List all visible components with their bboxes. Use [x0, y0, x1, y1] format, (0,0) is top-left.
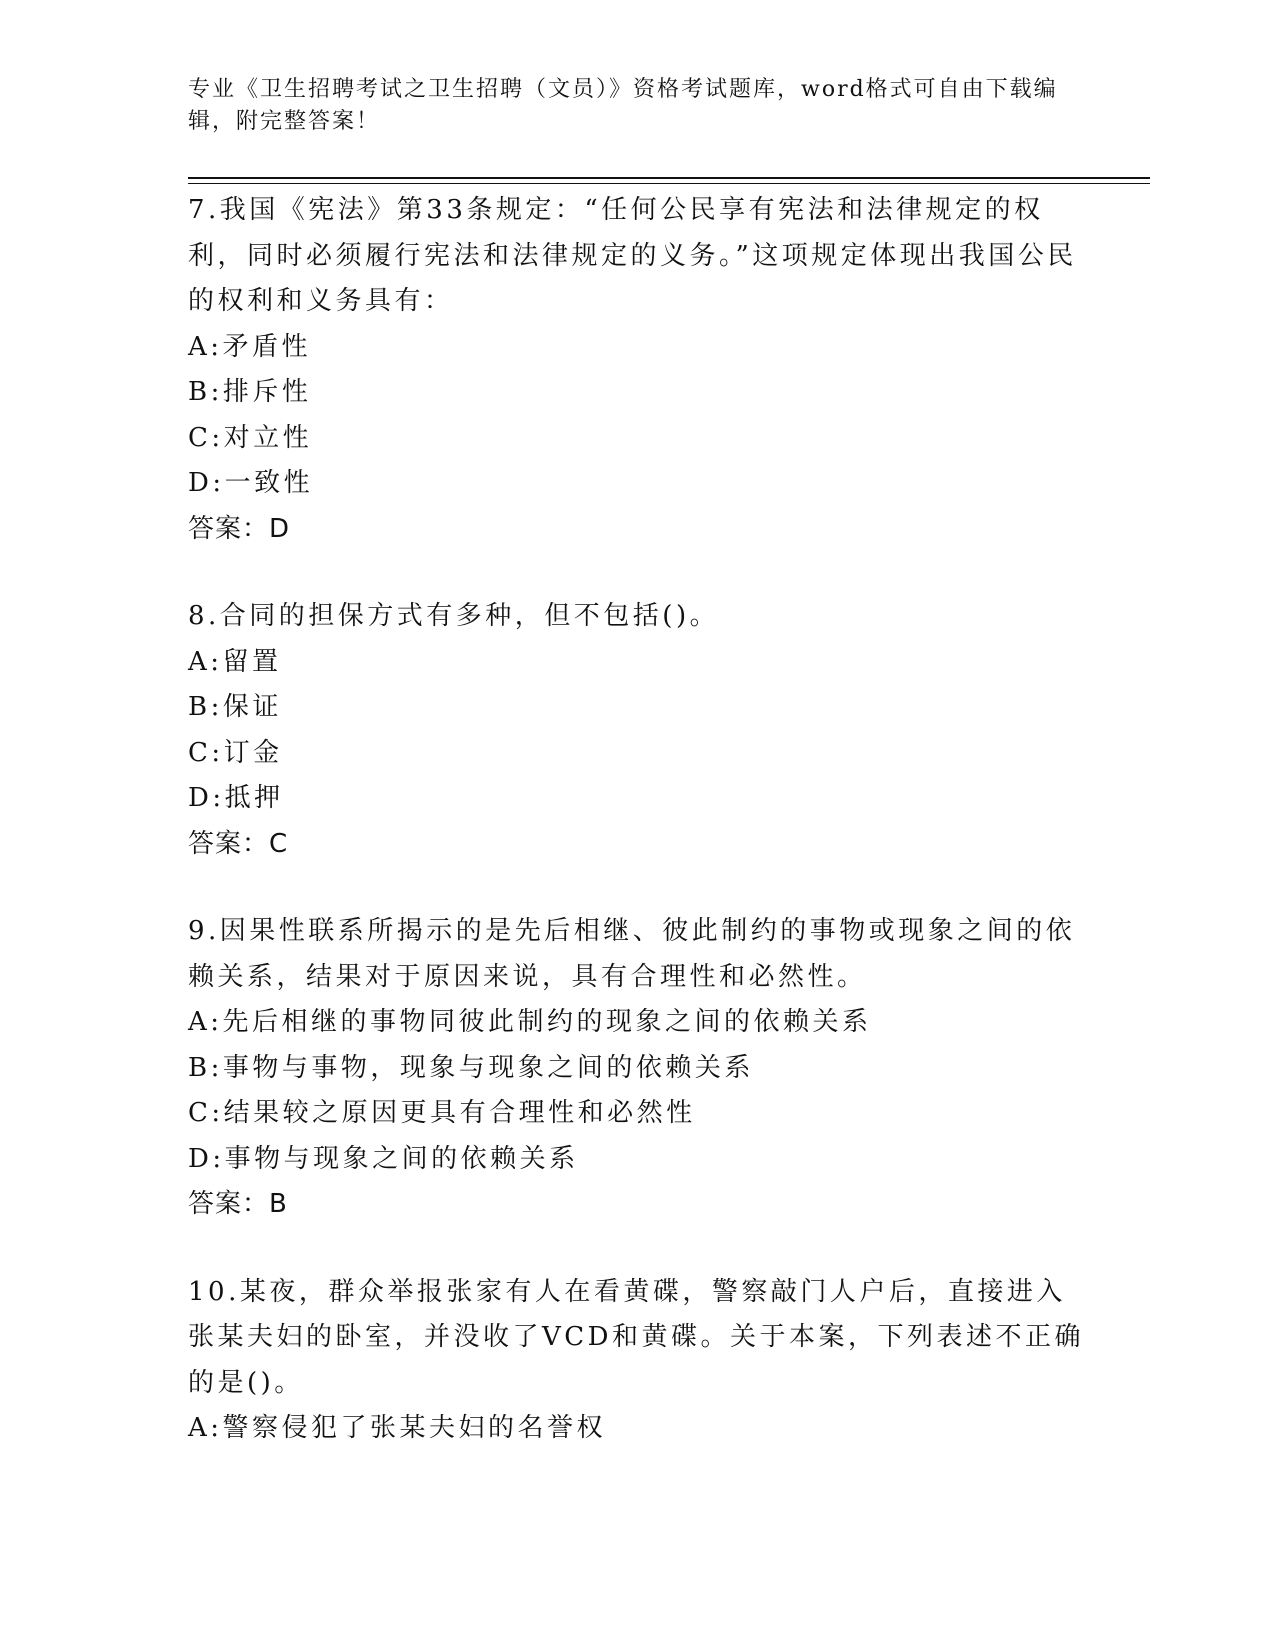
option-d: D:抵押 [188, 783, 284, 813]
answer-label: 答案：C [188, 828, 289, 859]
option-d: D:一致性 [188, 468, 314, 498]
option-b: B:排斥性 [188, 377, 312, 407]
option-c: C:订金 [188, 737, 283, 768]
header-divider-thin [188, 183, 1150, 184]
answer-label: 答案：D [188, 513, 291, 544]
option-c: C:结果较之原因更具有合理性和必然性 [188, 1098, 696, 1128]
header-divider-thick [188, 177, 1150, 179]
option-d: D:事物与现象之间的依赖关系 [188, 1143, 579, 1174]
question-9 [188, 909, 1088, 1228]
question-stem: 9.因果性联系所揭示的是先后相继、彼此制约的事物或现象之间的依赖关系，结果对于原因来说，具有合理性和必然性。 [188, 916, 1076, 992]
option-a: A:警察侵犯了张某夫妇的名誉权 [188, 1413, 607, 1443]
option-a: A:留置 [188, 646, 282, 677]
option-a: A:先后相继的事物同彼此制约的现象之间的依赖关系 [188, 1007, 872, 1037]
question-stem: 7.我国《宪法》第33条规定：“任何公民享有宪法和法律规定的权利，同时必须履行宪法和法律规定的义务。”这项规定体现出我国公民的权利和义务具有： [188, 195, 1077, 316]
question-10 [188, 1270, 1088, 1452]
option-b: B:保证 [188, 692, 282, 722]
question-list [188, 188, 1088, 1494]
question-7 [188, 188, 1088, 552]
option-c: C:对立性 [188, 422, 313, 453]
document-header: 专业《卫生招聘考试之卫生招聘（文员）》资格考试题库，word格式可自由下载编辑，附完整答案！ [188, 77, 1058, 134]
option-b: B:事物与事物，现象与现象之间的依赖关系 [188, 1052, 754, 1083]
question-8 [188, 594, 1088, 867]
question-stem: 10.某夜，群众举报张家有人在看黄碟，警察敲门人户后，直接进入张某夫妇的卧室，并没收了VCD和黄碟。关于本案，下列表述不正确的是()。 [188, 1276, 1085, 1398]
question-stem: 8.合同的担保方式有多种，但不包括()。 [188, 601, 720, 631]
answer-label: 答案：B [188, 1189, 288, 1219]
option-a: A:矛盾性 [188, 331, 312, 362]
